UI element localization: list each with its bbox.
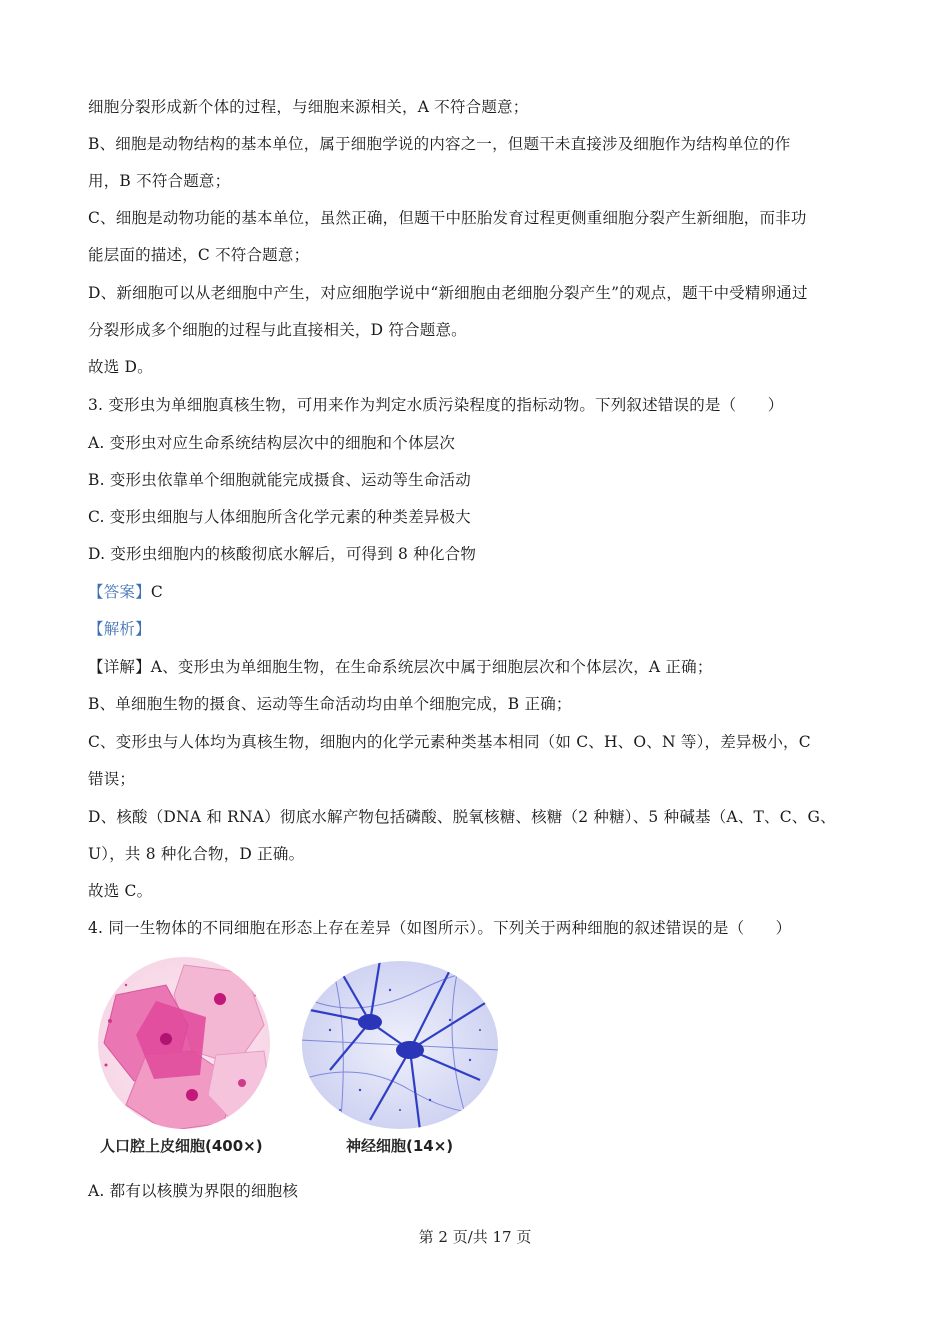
detail-line: B、单细胞生物的摄食、运动等生命活动均由单个细胞完成，B 正确； [88,695,572,713]
question-3-option-a: A. 变形虫对应生命系统结构层次中的细胞和个体层次 [88,434,456,452]
page-footer: 第 2 页/共 17 页 [418,1228,532,1246]
question-3-option-c: C. 变形虫细胞与人体细胞所含化学元素的种类差异极大 [88,508,471,526]
question-4-stem: 4. 同一生物体的不同细胞在形态上存在差异（如图所示）。下列关于两种细胞的叙述错误的是（ ） [88,919,792,937]
question-4-option-a: A. 都有以核膜为界限的细胞核 [88,1182,299,1200]
detail-line: 错误； [88,770,136,788]
text-line: 用，B 不符合题意； [88,172,231,190]
text-line: 故选 D。 [88,358,153,376]
question-3-option-d: D. 变形虫细胞内的核酸彻底水解后，可得到 8 种化合物 [88,545,477,563]
detail-line: D、核酸（DNA 和 RNA）彻底水解产物包括磷酸、脱氧核糖、核糖（2 种糖）、5 种碱基（A、T、C、G、 [88,808,836,826]
text-line: 细胞分裂形成新个体的过程，与细胞来源相关，A 不符合题意； [88,98,529,116]
analysis-label: 【解析】 [88,620,151,638]
answer-label: 【答案】 [88,583,151,601]
question-3-stem: 3. 变形虫为单细胞真核生物，可用来作为判定水质污染程度的指标动物。下列叙述错误的是（ ） [88,396,784,414]
text-line: D、新细胞可以从老细胞中产生，对应细胞学说中“新细胞由老细胞分裂产生”的观点，题干中受精卵通过 [88,284,808,302]
detail-line: 故选 C。 [88,882,153,900]
detail-line: 【详解】A、变形虫为单细胞生物，在生命系统层次中属于细胞层次和个体层次，A 正确； [88,658,713,676]
neuron-micrograph [300,960,500,1130]
text-line: C、细胞是动物功能的基本单位，虽然正确，但题干中胚胎发育过程更侧重细胞分裂产生新细胞，而非功 [88,209,807,227]
question-3-option-b: B. 变形虫依靠单个细胞就能完成摄食、运动等生命活动 [88,471,471,489]
detail-line: U），共 8 种化合物，D 正确。 [88,845,305,863]
epithelial-caption: 人口腔上皮细胞(400×) [100,1137,263,1155]
answer-line [88,581,878,603]
detail-line: C、变形虫与人体均为真核生物，细胞内的化学元素种类基本相同（如 C、H、O、N 等），差异极小，C [88,733,811,751]
text-line: B、细胞是动物结构的基本单位，属于细胞学说的内容之一，但题干未直接涉及细胞作为结构单位的作 [88,135,791,153]
answer-value: C [150,583,163,601]
text-line: 能层面的描述，C 不符合题意； [88,246,310,264]
epithelial-cell-micrograph [96,955,272,1131]
text-line: 分裂形成多个细胞的过程与此直接相关，D 符合题意。 [88,321,467,339]
neuron-caption: 神经细胞(14×) [346,1137,454,1155]
